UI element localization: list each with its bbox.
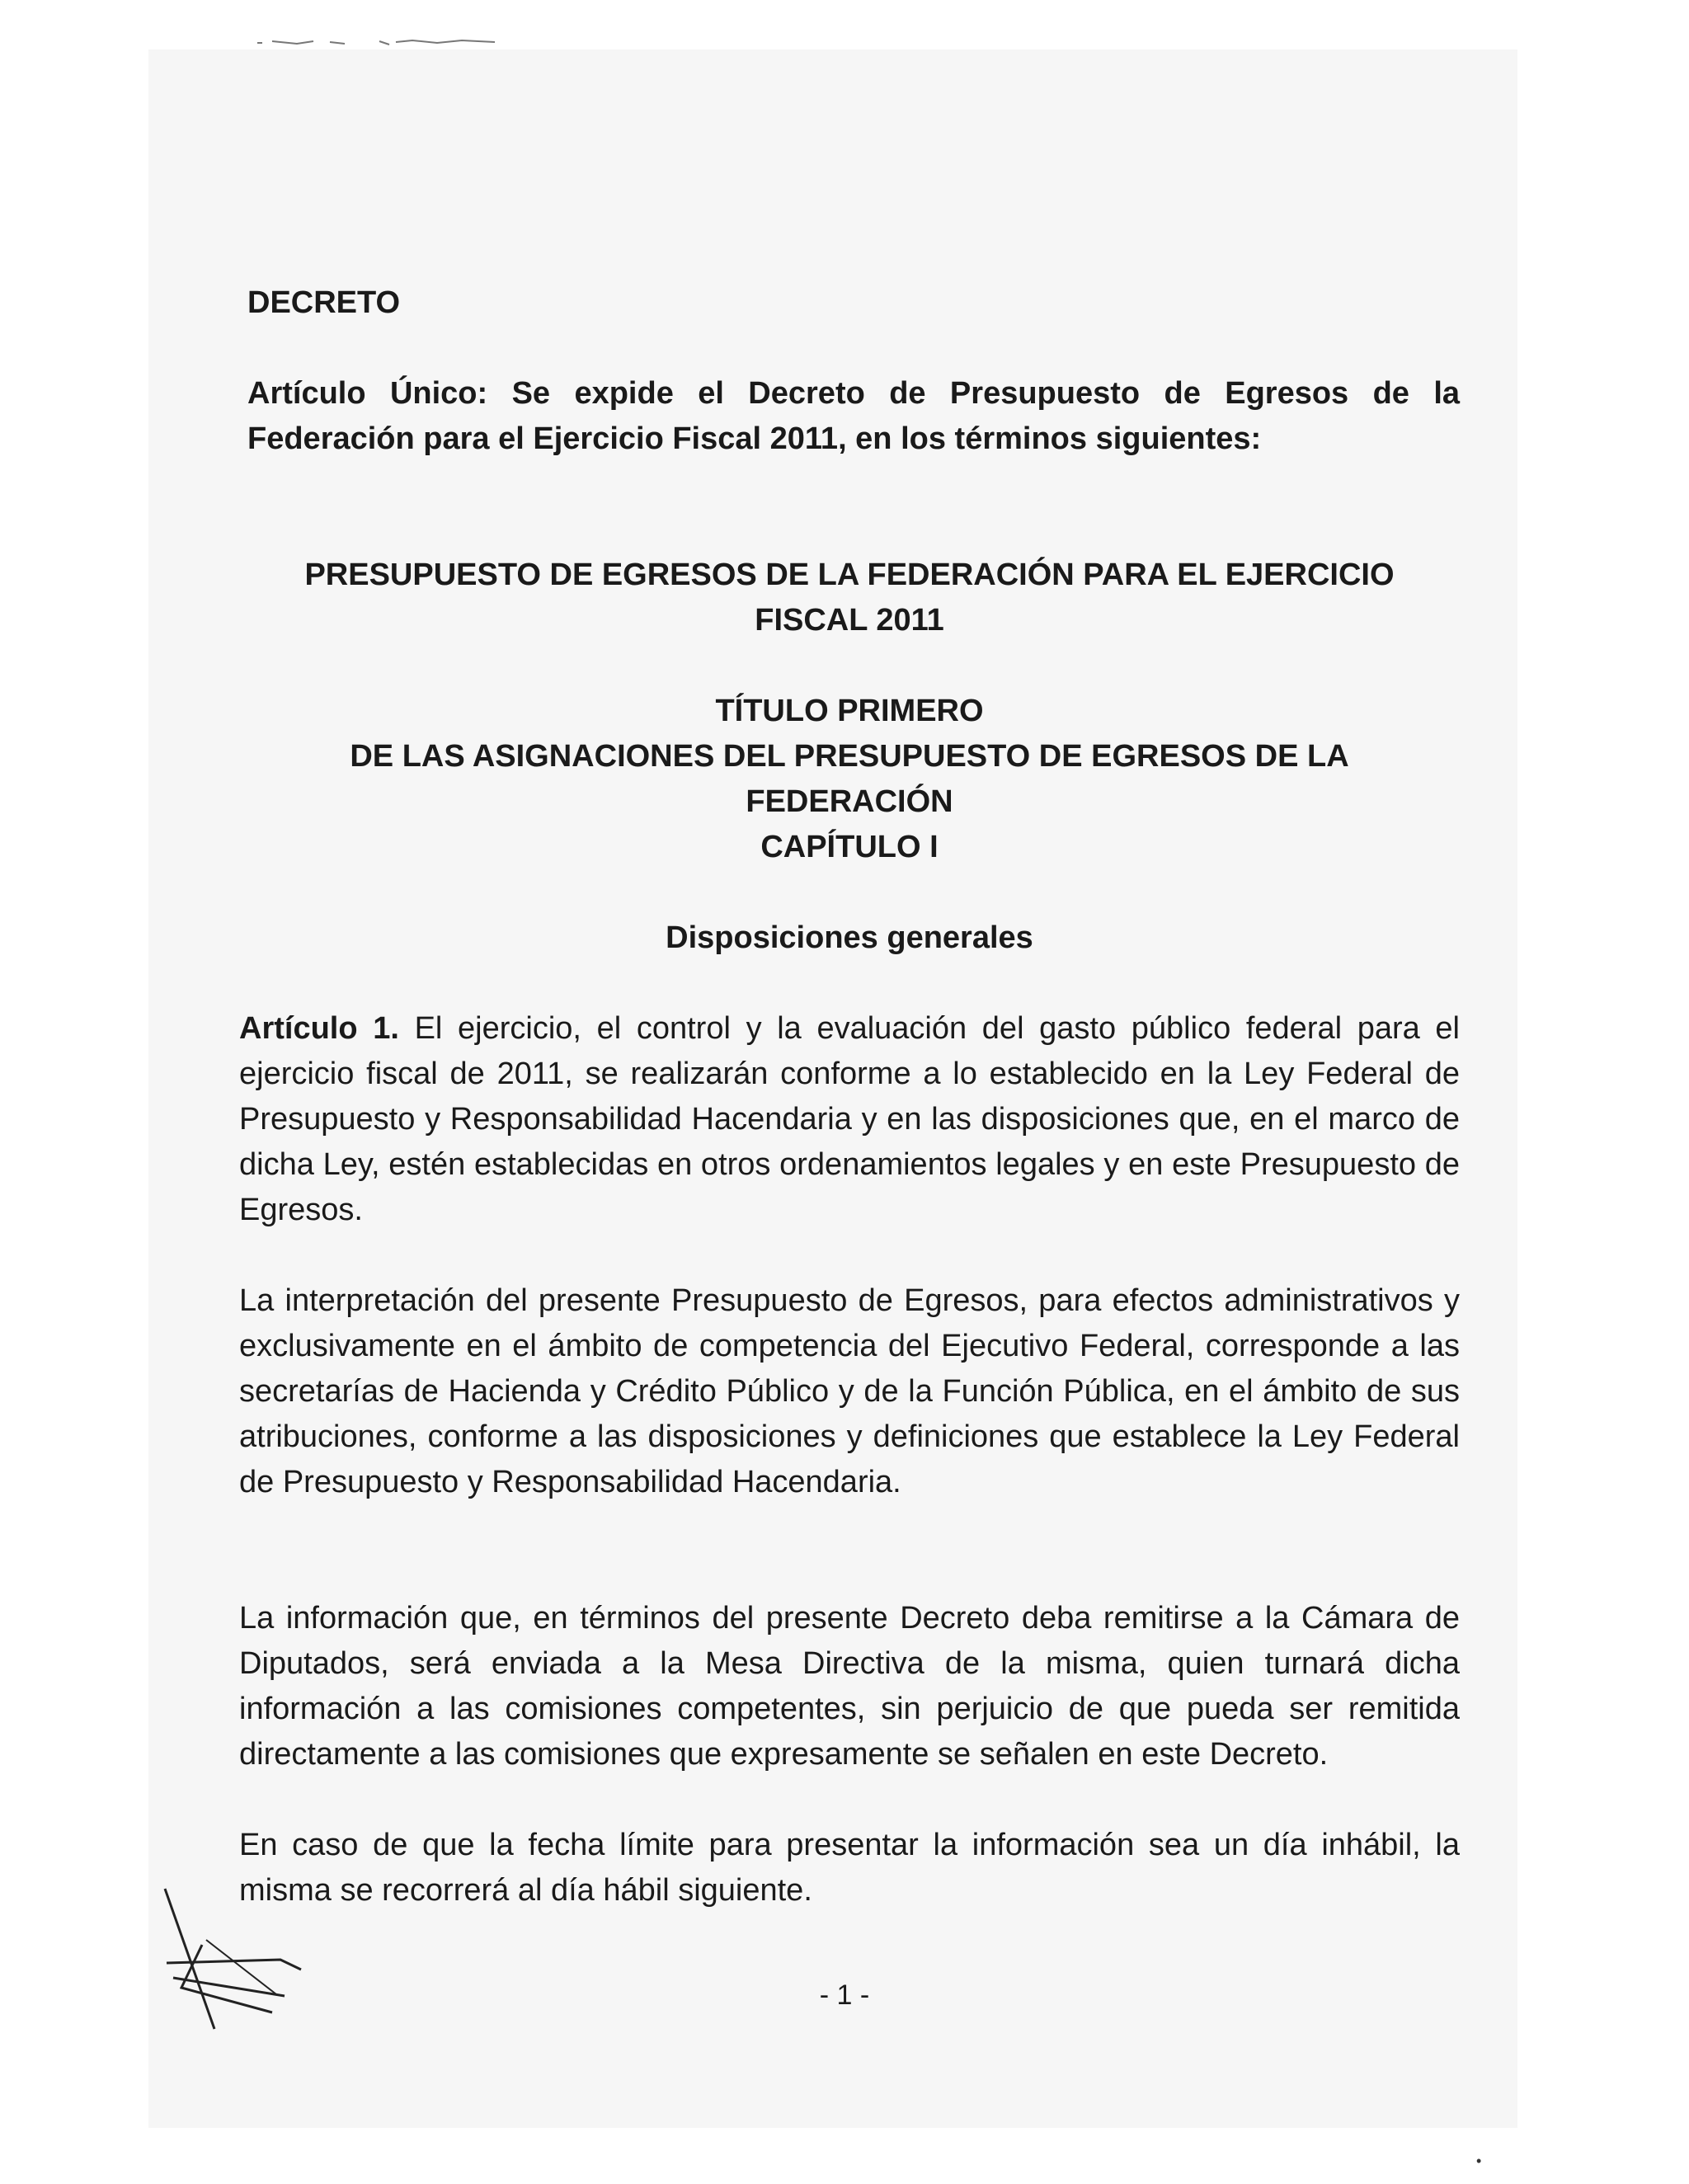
main-title <box>239 553 1460 643</box>
decree-heading: DECRETO <box>247 285 401 320</box>
article-1-label: Artículo 1. <box>239 1011 399 1046</box>
article-unico-label: Artículo Único: <box>247 376 488 411</box>
signature-mark <box>157 1880 313 2037</box>
titulo-subtitle-line-1: DE LAS ASIGNACIONES DEL PRESUPUESTO DE EGRESOS DE LA <box>350 739 1349 774</box>
article-1 <box>239 1006 1460 1233</box>
section-title: Disposiciones generales <box>666 920 1033 955</box>
main-title-line-2: FISCAL 2011 <box>755 603 944 638</box>
titulo-block <box>239 689 1460 870</box>
titulo-subtitle-line-2: FEDERACIÓN <box>746 784 953 819</box>
scan-artifact-dot: • <box>1476 2153 1482 2169</box>
main-title-line-1: PRESUPUESTO DE EGRESOS DE LA FEDERACIÓN PARA EL EJERCICIO <box>304 558 1395 592</box>
article-1-text: El ejercicio, el control y la evaluación del gasto público federal para el ejercicio fiscal de 2011, se realizarán conforme a lo establecido en la Ley Federal de Presupuesto y Responsabilidad Hacendaria y en las disposiciones que, en el marco de dicha Ley, estén establecidas en otros ordenamientos legales y en este Presupuesto de Egresos. <box>239 1011 1460 1227</box>
article-unico-text: Se expide el Decreto de Presupuesto de Egresos de la Federación para el Ejercicio Fiscal 2011, en los términos siguientes: <box>247 376 1461 456</box>
page-number: - 1 - <box>819 1979 870 2011</box>
article-unico <box>247 371 1460 462</box>
scan-artifact-marks <box>247 31 511 56</box>
paragraph-deadline: En caso de que la fecha límite para presentar la información sea un día inhábil, la misma se recorrerá al día hábil siguiente. <box>239 1828 1460 1908</box>
paragraph-information: La información que, en términos del presente Decreto deba remitirse a la Cámara de Diputados, será enviada a la Mesa Directiva de la misma, quien turnará dicha información a las comisiones competentes, sin perjuicio de que pueda ser remitida directamente a las comisiones que expresamente se señalen en este Decreto. <box>239 1601 1460 1772</box>
titulo-primero: TÍTULO PRIMERO <box>715 694 984 728</box>
paragraph-interpretation: La interpretación del presente Presupuesto de Egresos, para efectos administrativos y exclusivamente en el ámbito de competencia del Ejecutivo Federal, corresponde a las secretarías de Hacienda y Crédito Público y de la Función Pública, en el ámbito de sus atribuciones, conforme a las disposiciones y definiciones que establece la Ley Federal de Presupuesto y Responsabilidad Hacendaria. <box>239 1283 1460 1499</box>
capitulo: CAPÍTULO I <box>760 830 939 864</box>
